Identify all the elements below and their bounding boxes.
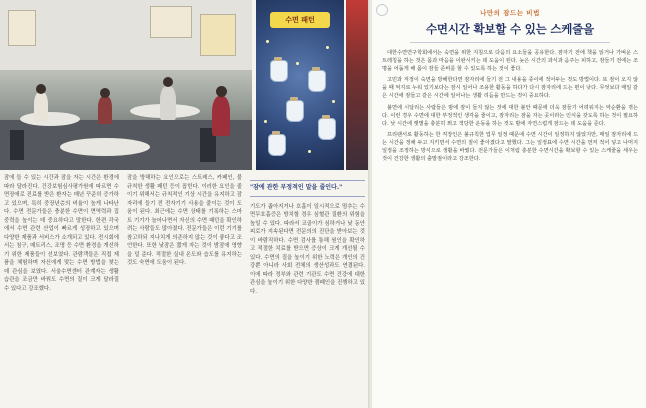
column-text: 기도가 좁아지거나 호흡이 일시적으로 멈추는 수면무호흡증은 방치할 경우 심혈관 질환의 위험을 높일 수 있다. 따라서 코골이가 심하거나 낮 동안 피로가 지속된다면 전문의의 진단을 받아보는 것이 바람직하다. 수면 검사를 통해 원인을 확인하고 적절한 치료를 받으면 증상이 크게 개선될 수 있다. 수면의 질을 높이기 위한 노력은 개인의 건강뿐 아니라 사회 전체의 생산성과도 연결된다. 이에 따라 정부와 관련 기관도 수면 건강에 대한 관심을 높이기 위한 다양한 캠페인을 진행하고 있다. (250, 203, 365, 295)
text-column-1 (4, 174, 119, 408)
column-text: 잠을 방해하는 요인으로는 스트레스, 카페인, 불규칙한 생활 패턴 등이 꼽힌다. 이러한 요인을 줄이기 위해서는 규칙적인 기상 시간을 유지하고 잠자리에 들기 전 전자기기 사용을 줄이는 것이 도움이 된다. 최근에는 수면 상태를 기록하는 스마트 기기가 늘어나면서 자신의 수면 패턴을 확인하려는 사람들도 많아졌다. 전문가들은 이런 기기를 참고하되 지나치게 의존하지 않는 것이 좋다고 조언한다. 또한 낮잠은 짧게 자는 것이 밤잠에 영향을 덜 준다. 적절한 실내 온도와 습도를 유지하는 것도 숙면에 도움이 된다. (127, 175, 242, 266)
paragraph: 고민과 걱정이 숙면을 방해한다면 잠자리에 들기 전 그 내용을 종이에 적어두는 것도 방법이다. 또 잠이 오지 않을 때 억지로 누워 있기보다는 잠시 일어나 조용한 활동을 하다가 다시 잠자리에 드는 편이 낫다. 무엇보다 매일 같은 시간에 잠들고 같은 시간에 일어나는 생활 리듬을 만드는 것이 중요하다. (382, 77, 638, 100)
expo-photo (0, 0, 252, 170)
sleep-poster-photo (256, 0, 344, 170)
text-column-2 (127, 174, 242, 408)
paragraph: 불면에 시달리는 사람들은 밤에 잠이 들지 않는 것에 대한 불안 때문에 더욱 잠들기 어려워지는 악순환을 겪는다. 이런 경우 수면에 대한 부정적인 생각을 줄이고, 잠자리는 잠을 자는 곳이라는 인식을 갖도록 하는 것이 필요하다. 낮 시간에 햇볕을 충분히 쬐고 적당한 운동을 하는 것도 밤에 자연스럽게 잠드는 데 도움을 준다. (382, 104, 638, 127)
text-column-3 (250, 174, 365, 408)
paragraph: 대한수면연구학회에서는 숙면을 위한 지침으로 다음의 요소들을 공유한다. 잠자기 전에 책을 읽거나 가벼운 스트레칭을 하는 것은 몸과 마음을 이완시키는 데 도움이 된다. 늦은 시간의 과식과 음주는 피하고, 잠들기 전에는 조명을 어둡게 해 몸이 잠들 준비를 할 수 있도록 하는 것이 좋다. (382, 50, 638, 73)
title-divider (410, 42, 610, 43)
poster-sign: 수면 패턴 (270, 12, 330, 28)
side-photo (346, 0, 370, 170)
article-title: 수면시간 확보할 수 있는 스케줄을 (426, 22, 594, 36)
right-page (372, 0, 646, 408)
paragraph: 프리랜서로 활동하는 한 직장인은 불규칙한 업무 일정 때문에 수면 시간이 일정하지 않았지만, 매일 잠자리에 드는 시간을 정해 두고 지키면서 수면의 질이 좋아졌다고 말했다. 그는 일정표에 수면 시간을 먼저 적어 넣고 나머지 일정을 조정하는 방식으로 생활을 바꿨다. 전문가들은 이처럼 충분한 수면시간을 확보할 수 있는 스케줄을 세우는 것이 건강한 생활의 출발점이라고 강조한다. (382, 131, 638, 163)
right-article-body (382, 49, 638, 163)
pull-quote: "잠에 관한 부정적인 말을 줄인다." (250, 180, 365, 197)
article-kicker: 나만의 잠드는 비법 (480, 9, 540, 17)
column-text: 잠에 들 수 있는 시간과 잠을 자는 시간은 환경에 따라 달라진다. 건강보험심사평가원에 따르면 수면장애로 진료를 받은 환자는 매년 꾸준히 증가하고 있으며, 특히 중장년층의 비율이 높게 나타난다. 수면 전문가들은 충분한 수면이 면역력과 집중력을 높이는 데 중요하다고 말한다. 한편 각국에서 수면 관련 산업이 빠르게 성장하고 있으며 다양한 제품과 서비스가 소개되고 있다. 전시회에서는 침구, 매트리스, 조명 등 수면 환경을 개선하기 위한 제품들이 선보였다. 관람객들은 직접 제품을 체험하며 자신에게 맞는 수면 방법을 찾는 데 관심을 보였다. 서울수면센터 관계자는 생활 습관을 조금만 바꿔도 수면의 질이 크게 달라질 수 있다고 강조했다. (4, 175, 119, 292)
left-article-body (4, 174, 366, 408)
